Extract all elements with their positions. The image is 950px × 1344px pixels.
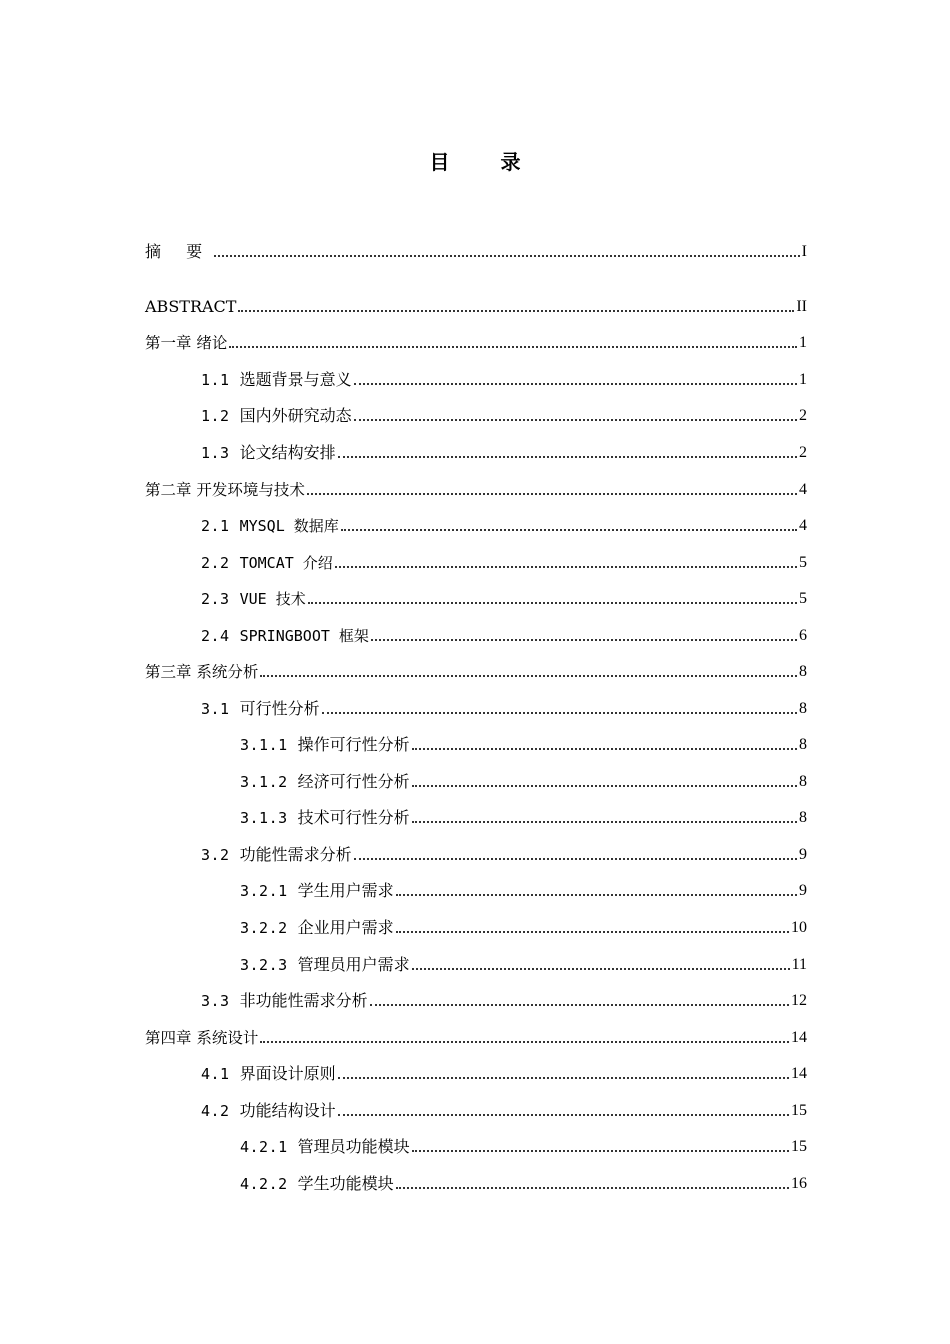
toc-dot-leader — [308, 602, 797, 604]
toc-dot-leader — [370, 1004, 789, 1006]
toc-dot-leader — [229, 346, 797, 348]
toc-entry-label: MYSQL 数据库 — [239, 517, 339, 535]
toc-entry-page: 9 — [799, 882, 807, 899]
toc-entry-label: 非功能性需求分析 — [239, 991, 368, 1010]
toc-entry[interactable] — [201, 620, 807, 646]
toc-entry-label: 摘 要 — [145, 242, 213, 261]
toc-entry-page: 1 — [799, 371, 807, 388]
toc-dot-leader — [354, 383, 797, 385]
toc-dot-leader — [214, 255, 800, 257]
toc-entry[interactable] — [201, 839, 807, 865]
toc-entry-number: 3.2 — [201, 846, 230, 864]
toc-entry[interactable] — [201, 364, 807, 390]
toc-entry-label: 界面设计原则 — [239, 1064, 336, 1083]
toc-entry-page: 4 — [799, 481, 807, 498]
toc-entry[interactable] — [201, 583, 807, 609]
toc-entry-label: 选题背景与意义 — [239, 370, 352, 389]
toc-entry-label: 国内外研究动态 — [239, 406, 352, 425]
toc-entry-page: 5 — [799, 554, 807, 571]
toc-entry-number: 3.1 — [201, 700, 230, 718]
toc-entry[interactable] — [240, 1168, 807, 1194]
toc-entry-page: 8 — [799, 809, 807, 826]
toc-entry-number: 3.3 — [201, 992, 230, 1010]
toc-dot-leader — [396, 1187, 789, 1189]
toc-entry-number: 1.2 — [201, 407, 230, 425]
toc-dot-leader — [412, 821, 797, 823]
toc-entry-label: SPRINGBOOT 框架 — [239, 627, 369, 645]
toc-entry-page: 11 — [791, 956, 807, 973]
toc-dot-leader — [412, 748, 797, 750]
toc-title: 目 录 — [429, 150, 543, 174]
toc-entry-label: 管理员功能模块 — [297, 1137, 410, 1156]
toc-entry-page: 14 — [791, 1029, 807, 1046]
toc-entry[interactable] — [145, 327, 807, 353]
toc-entry-number: 2.2 — [201, 554, 230, 572]
toc-entry-page: 10 — [791, 919, 807, 936]
toc-entry[interactable] — [145, 656, 807, 682]
toc-entry[interactable] — [201, 693, 807, 719]
toc-entry-number: 3.2.3 — [240, 956, 288, 974]
toc-entry-label: 学生功能模块 — [297, 1174, 394, 1193]
toc-entry-number: 4.1 — [201, 1065, 230, 1083]
toc-entry-page: 8 — [799, 773, 807, 790]
toc-entry[interactable] — [201, 1058, 807, 1084]
toc-entry-page: 8 — [799, 663, 807, 680]
toc-dot-leader — [371, 639, 797, 641]
toc-entry[interactable] — [240, 766, 807, 792]
toc-entry-label: 第四章 系统设计 — [145, 1029, 259, 1047]
toc-entry-number: 3.1.3 — [240, 809, 288, 827]
toc-dot-leader — [322, 712, 797, 714]
toc-entry[interactable] — [145, 474, 807, 500]
toc-entry-page: I — [801, 243, 807, 260]
toc-entry-page: II — [796, 298, 807, 315]
toc-dot-leader — [260, 1041, 789, 1043]
toc-entry-page: 9 — [799, 846, 807, 863]
toc-entry-number: 4.2.2 — [240, 1175, 288, 1193]
toc-entry-label: 可行性分析 — [239, 699, 320, 718]
toc-entry-label: 技术可行性分析 — [297, 808, 410, 827]
toc-entry[interactable] — [201, 510, 807, 536]
toc-entry[interactable] — [240, 1131, 807, 1157]
toc-entry-page: 5 — [799, 590, 807, 607]
toc-entry-number: 3.1.1 — [240, 736, 288, 754]
toc-entry[interactable] — [240, 729, 807, 755]
toc-dot-leader — [354, 858, 797, 860]
toc-entry[interactable] — [201, 400, 807, 426]
toc-dot-leader — [412, 1150, 789, 1152]
toc-entry-label: 学生用户需求 — [297, 881, 394, 900]
toc-entry-label: 功能结构设计 — [239, 1101, 336, 1120]
toc-entry-page: 2 — [799, 407, 807, 424]
toc-dot-leader — [396, 894, 797, 896]
toc-entry[interactable] — [201, 547, 807, 573]
toc-entry-label: 经济可行性分析 — [297, 772, 410, 791]
toc-entry-page: 12 — [791, 992, 807, 1009]
toc-dot-leader — [338, 1114, 789, 1116]
toc-entry[interactable] — [201, 985, 807, 1011]
toc-entry-number: 3.2.2 — [240, 919, 288, 937]
toc-entry-label: 第二章 开发环境与技术 — [145, 481, 305, 499]
toc-entry[interactable] — [240, 912, 807, 938]
toc-entry-page: 4 — [799, 517, 807, 534]
toc-entry-label: ABSTRACT — [145, 297, 237, 316]
toc-entry-number: 4.2.1 — [240, 1138, 288, 1156]
toc-entry-label: 企业用户需求 — [297, 918, 394, 937]
toc-entry-label: 功能性需求分析 — [239, 845, 352, 864]
toc-entry-page: 14 — [791, 1065, 807, 1082]
toc-entry-number: 2.1 — [201, 517, 230, 535]
toc-entry-number: 1.1 — [201, 371, 230, 389]
toc-entry[interactable] — [201, 437, 807, 463]
toc-dot-leader — [338, 1077, 789, 1079]
toc-entry-page: 15 — [791, 1102, 807, 1119]
toc-entry-number: 3.2.1 — [240, 882, 288, 900]
toc-dot-leader — [341, 529, 797, 531]
toc-entry-page: 15 — [791, 1138, 807, 1155]
toc-entry-label: VUE 技术 — [239, 590, 306, 608]
toc-entry-page: 8 — [799, 700, 807, 717]
toc-entry-page: 2 — [799, 444, 807, 461]
toc-entry[interactable] — [240, 802, 807, 828]
toc-entry-number: 1.3 — [201, 444, 230, 462]
toc-dot-leader — [238, 310, 794, 312]
toc-entry-number: 2.3 — [201, 590, 230, 608]
toc-entry-label: 第三章 系统分析 — [145, 663, 259, 681]
toc-entry[interactable] — [240, 949, 807, 975]
toc-entry-label: 论文结构安排 — [239, 443, 336, 462]
toc-dot-leader — [307, 493, 797, 495]
toc-entry-label: TOMCAT 介绍 — [239, 554, 333, 572]
toc-entry-number: 4.2 — [201, 1102, 230, 1120]
toc-entry-page: 16 — [791, 1175, 807, 1192]
toc-dot-leader — [260, 675, 797, 677]
toc-entry[interactable] — [145, 1022, 807, 1048]
toc-entry[interactable] — [240, 875, 807, 901]
toc-entry-label: 第一章 绪论 — [145, 334, 228, 352]
toc-entry-number: 2.4 — [201, 627, 230, 645]
toc-entry-number: 3.1.2 — [240, 773, 288, 791]
toc-dot-leader — [335, 566, 797, 568]
toc-dot-leader — [396, 931, 789, 933]
toc-dot-leader — [412, 968, 790, 970]
toc-dot-leader — [338, 456, 797, 458]
toc-entry-page: 8 — [799, 736, 807, 753]
toc-entry[interactable] — [201, 1095, 807, 1121]
toc-entry[interactable] — [145, 291, 807, 317]
toc-entry[interactable] — [145, 236, 807, 262]
toc-dot-leader — [412, 785, 797, 787]
toc-dot-leader — [354, 419, 797, 421]
toc-entry-label: 操作可行性分析 — [297, 735, 410, 754]
toc-entry-label: 管理员用户需求 — [297, 955, 410, 974]
toc-entry-page: 1 — [799, 334, 807, 351]
toc-entry-page: 6 — [799, 627, 807, 644]
